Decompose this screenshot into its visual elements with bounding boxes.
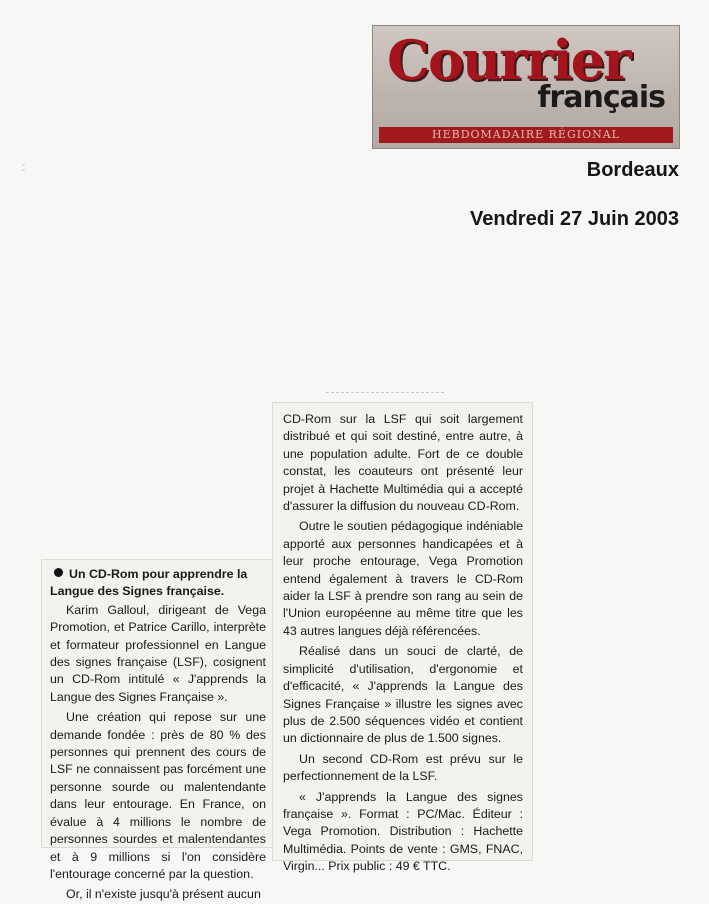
- newspaper-masthead: [372, 25, 680, 149]
- article-paragraph: Réalisé dans un souci de clarté, de simplicité d'utilisation, d'ergonomie et d'efficacité, « J'apprends la Langue des Signes Française » illustre les signes avec plus de 2.500 séquences vidéo et contient un dictionnaire de plus de 1.500 signes.: [283, 644, 523, 746]
- article-paragraph: « J'apprends la Langue des signes française ». Format : PC/Mac. Éditeur : Vega Promotion. Distribution : Hachette Multimédia. Points de vente : GMS, FNAC, Virgin... Prix public : 49 € TTC.: [283, 789, 523, 874]
- article-paragraph: Outre le soutien pédagogique indéniable apporté aux personnes handicapées et à leur proche entourage, Vega Promotion entend également à travers le CD-Rom aider la LSF à prendre son rang au sein de l'Union européenne au même titre que les 43 autres langues déjà référencées.: [283, 519, 523, 638]
- article-clip-left: [42, 560, 273, 902]
- bullet-icon: [54, 568, 63, 577]
- article-paragraph: Un second CD-Rom est prévu sur le perfectionnement de la LSF.: [283, 751, 523, 784]
- masthead-band: HEBDOMADAIRE RÉGIONAL: [379, 127, 673, 143]
- article-paragraph: Or, il n'existe jusqu'à présent aucun: [66, 887, 261, 902]
- article-clip-right: [273, 403, 532, 874]
- masthead-title: Courrier: [387, 28, 630, 92]
- publication-city: Bordeaux: [586, 159, 679, 181]
- masthead-subtitle: français: [537, 80, 665, 115]
- article-paragraph: Une création qui repose sur une demande fondée : près de 80 % des personnes qui prennent des cours de LSF ne connaissent pas forcément une personne sourde ou malentendante dans leur entourage. En France, on évalue à 4 millions le nombre de personnes sourdes et malentendantes et à 9 millions si l'on considère l'entourage concerné par la question.: [50, 710, 266, 881]
- article-paragraph: Karim Galloul, dirigeant de Vega Promotion, et Patrice Carillo, interprète et formateur professionnel en Langue des signes française (LSF), cosignent un CD-Rom intitulé « J'apprends la Langue des Signes Française ».: [50, 602, 266, 704]
- scan-mark: ▫▫ ▫▫: [22, 162, 25, 172]
- article-headline: [50, 566, 266, 601]
- article-continuation: CD-Rom sur la LSF qui soit largement distribué et qui soit destiné, entre autre, à une population adulte. Fort de ce double constat, les coauteurs ont présenté leur projet à Hachette Multimédia qui a accepté d'assurer la diffusion du nouveau CD-Rom.: [283, 412, 523, 514]
- headline-text: Un CD-Rom pour apprendre la Langue des Signes française.: [50, 567, 248, 599]
- publication-date: Vendredi 27 Juin 2003: [470, 208, 679, 230]
